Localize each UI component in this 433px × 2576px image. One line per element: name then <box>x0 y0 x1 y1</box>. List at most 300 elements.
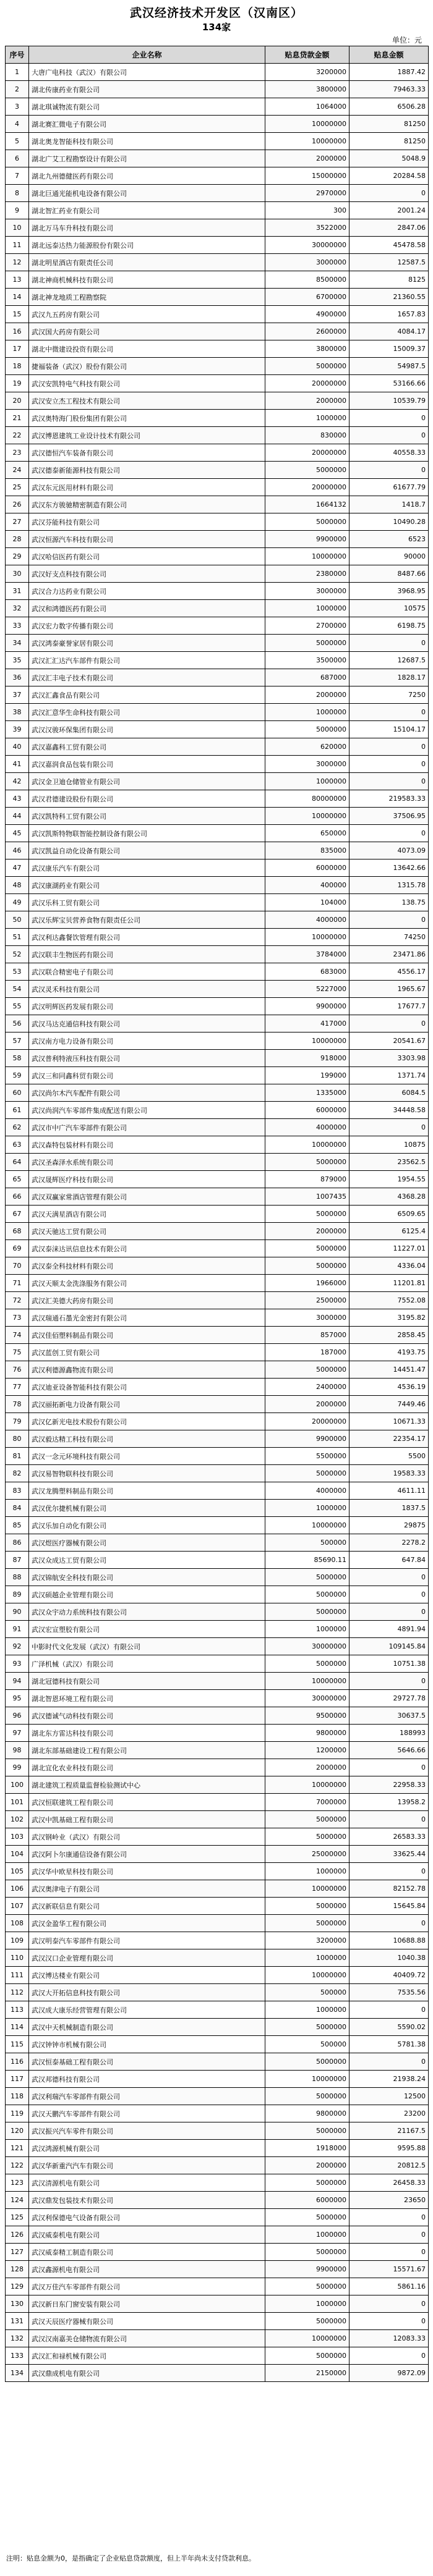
row-index-cell: 107 <box>6 1898 29 1915</box>
table-row <box>6 738 429 756</box>
company-name-cell: 武汉煜医疗器械有限公司 <box>29 1534 265 1552</box>
table-row <box>6 1638 429 1655</box>
table-row <box>6 531 429 548</box>
subsidy-amount-cell: 219583.33 <box>349 790 429 808</box>
row-index-cell: 69 <box>6 1240 29 1257</box>
row-index-cell: 95 <box>6 1690 29 1707</box>
table-row <box>6 410 429 427</box>
loan-amount-cell: 10000000 <box>265 1880 349 1898</box>
subsidy-amount-cell: 22354.17 <box>349 1430 429 1448</box>
loan-amount-cell: 3000000 <box>265 756 349 773</box>
company-name-cell: 武汉众宇动力系统科技有限公司 <box>29 1603 265 1621</box>
loan-amount-cell: 1000000 <box>265 1621 349 1638</box>
loan-amount-cell: 6700000 <box>265 289 349 306</box>
row-index-cell: 116 <box>6 2053 29 2071</box>
row-index-cell: 74 <box>6 1327 29 1344</box>
row-index-cell: 13 <box>6 271 29 289</box>
subsidy-amount-cell: 9872.09 <box>349 2365 429 2382</box>
company-name-cell: 武汉鼎成机电有限公司 <box>29 2365 265 2382</box>
loan-amount-cell: 1007435 <box>265 1188 349 1206</box>
company-name-cell: 武汉天辰医疗器械有限公司 <box>29 2313 265 2330</box>
table-row <box>6 617 429 635</box>
company-name-cell: 湖北明星酒店有限责任公司 <box>29 254 265 271</box>
loan-amount-cell: 5000000 <box>265 1240 349 1257</box>
loan-amount-cell: 5000000 <box>265 513 349 531</box>
loan-amount-cell: 857000 <box>265 1327 349 1344</box>
loan-amount-cell: 4900000 <box>265 306 349 323</box>
loan-amount-cell: 10000000 <box>265 808 349 825</box>
company-name-cell: 武汉恒泰基础工程有限公司 <box>29 2053 265 2071</box>
company-name-cell: 捷福装备（武汉）股份有限公司 <box>29 358 265 375</box>
row-index-cell: 134 <box>6 2365 29 2382</box>
row-index-cell: 112 <box>6 1984 29 2001</box>
row-index-cell: 90 <box>6 1603 29 1621</box>
subsidy-amount-cell: 81250 <box>349 116 429 133</box>
company-name-cell: 武汉毅达精工科技有限公司 <box>29 1430 265 1448</box>
table-row <box>6 981 429 998</box>
loan-amount-cell: 3522000 <box>265 219 349 237</box>
company-name-cell: 武汉丽拓新电力设备有限公司 <box>29 1396 265 1413</box>
company-name-cell: 武汉和鸿德医药有限公司 <box>29 600 265 617</box>
table-row <box>6 1067 429 1084</box>
loan-amount-cell: 2000000 <box>265 2157 349 2174</box>
row-index-cell: 129 <box>6 2278 29 2295</box>
subsidy-amount-cell: 0 <box>349 1863 429 1880</box>
subsidy-amount-cell: 5861.16 <box>349 2278 429 2295</box>
table-row <box>6 1396 429 1413</box>
company-name-cell: 武汉尚润汽车零部件集成配送有限公司 <box>29 1102 265 1119</box>
row-index-cell: 85 <box>6 1517 29 1534</box>
company-name-cell: 湖北九州德健医药有限公司 <box>29 167 265 185</box>
table-row <box>6 254 429 271</box>
table-row <box>6 81 429 98</box>
loan-amount-cell: 20000000 <box>265 444 349 462</box>
table-row <box>6 1586 429 1603</box>
company-name-cell: 武汉森特包装材料有限公司 <box>29 1136 265 1154</box>
loan-amount-cell: 9500000 <box>265 1707 349 1725</box>
subsidy-amount-cell: 1657.83 <box>349 306 429 323</box>
row-index-cell: 48 <box>6 877 29 894</box>
table-row <box>6 686 429 704</box>
row-index-cell: 61 <box>6 1102 29 1119</box>
loan-amount-cell: 5000000 <box>265 1154 349 1171</box>
subsidy-amount-cell: 14451.47 <box>349 1361 429 1379</box>
row-index-cell: 110 <box>6 1949 29 1967</box>
loan-amount-cell: 5000000 <box>265 2313 349 2330</box>
loan-amount-cell: 30000000 <box>265 237 349 254</box>
company-name-cell: 武汉中凯基础工程有限公司 <box>29 1811 265 1828</box>
row-index-cell: 25 <box>6 479 29 496</box>
subsidy-amount-cell: 0 <box>349 911 429 929</box>
subsidy-amount-cell: 90000 <box>349 548 429 565</box>
loan-amount-cell: 417000 <box>265 1015 349 1033</box>
table-row <box>6 1517 429 1534</box>
subsidy-amount-cell: 3303.98 <box>349 1050 429 1067</box>
loan-amount-cell: 9900000 <box>265 1430 349 1448</box>
subsidy-amount-cell: 4611.11 <box>349 1482 429 1500</box>
company-name-cell: 武汉锦航安全科技有限公司 <box>29 1569 265 1586</box>
company-name-cell: 武汉博达楼业有限公司 <box>29 1967 265 1984</box>
table-row <box>6 323 429 340</box>
subsidy-amount-cell: 4084.17 <box>349 323 429 340</box>
subsidy-amount-cell: 188993 <box>349 1725 429 1742</box>
company-name-cell: 武汉东方骏驰精密制造有限公司 <box>29 496 265 513</box>
company-name-cell: 广泽机械（武汉）有限公司 <box>29 1655 265 1673</box>
table-row <box>6 2122 429 2140</box>
subsidy-amount-cell: 6509.65 <box>349 1206 429 1223</box>
subsidy-amount-cell: 109145.84 <box>349 1638 429 1655</box>
row-index-cell: 1 <box>6 64 29 81</box>
company-name-cell: 武汉天顺太金洗涤服务有限公司 <box>29 1275 265 1292</box>
row-index-cell: 53 <box>6 963 29 981</box>
loan-amount-cell: 620000 <box>265 738 349 756</box>
row-index-cell: 2 <box>6 81 29 98</box>
row-index-cell: 57 <box>6 1033 29 1050</box>
company-name-cell: 武汉好支点科技有限公司 <box>29 565 265 583</box>
table-row <box>6 167 429 185</box>
company-name-cell: 武汉天鹏汽车零部件有限公司 <box>29 2105 265 2122</box>
loan-amount-cell: 2000000 <box>265 1223 349 1240</box>
loan-amount-cell: 2500000 <box>265 1292 349 1309</box>
row-index-cell: 37 <box>6 686 29 704</box>
row-index-cell: 97 <box>6 1725 29 1742</box>
company-name-cell: 湖北神龙地质工程勘察院 <box>29 289 265 306</box>
subsidy-amount-cell: 0 <box>349 462 429 479</box>
subsidy-amount-cell: 1954.55 <box>349 1171 429 1188</box>
table-row <box>6 2053 429 2071</box>
company-name-cell: 武汉德恒汽车装备有限公司 <box>29 444 265 462</box>
row-index-cell: 4 <box>6 116 29 133</box>
loan-amount-cell: 5000000 <box>265 2053 349 2071</box>
subsidy-amount-cell: 4073.09 <box>349 842 429 859</box>
loan-amount-cell: 683000 <box>265 963 349 981</box>
company-name-cell: 武汉九五药房有限公司 <box>29 306 265 323</box>
loan-amount-cell: 20000000 <box>265 479 349 496</box>
loan-amount-cell: 5000000 <box>265 2347 349 2365</box>
table-row <box>6 1811 429 1828</box>
table-row <box>6 1292 429 1309</box>
loan-amount-cell: 1000000 <box>265 2295 349 2313</box>
table-row <box>6 1569 429 1586</box>
table-row <box>6 1915 429 1932</box>
subsidy-amount-cell: 0 <box>349 185 429 202</box>
loan-amount-cell: 10000000 <box>265 1673 349 1690</box>
company-name-cell: 武汉凯益自动化设备有限公司 <box>29 842 265 859</box>
company-name-cell: 武汉众成达工贸有限公司 <box>29 1552 265 1569</box>
row-index-cell: 47 <box>6 859 29 877</box>
table-row <box>6 2261 429 2278</box>
table-row <box>6 1188 429 1206</box>
row-index-cell: 65 <box>6 1171 29 1188</box>
table-row <box>6 358 429 375</box>
loan-amount-cell: 10000000 <box>265 548 349 565</box>
subsidy-amount-cell: 5781.38 <box>349 2036 429 2053</box>
company-name-cell: 武汉康湖药业有限公司 <box>29 877 265 894</box>
table-row <box>6 998 429 1015</box>
table-row <box>6 2140 429 2157</box>
row-index-cell: 108 <box>6 1915 29 1932</box>
row-index-cell: 23 <box>6 444 29 462</box>
company-name-cell: 武汉威泰机电有限公司 <box>29 2226 265 2244</box>
subsidy-amount-cell: 4536.19 <box>349 1379 429 1396</box>
loan-amount-cell: 5000000 <box>265 1828 349 1846</box>
row-index-cell: 87 <box>6 1552 29 1569</box>
table-row <box>6 911 429 929</box>
row-index-cell: 98 <box>6 1742 29 1759</box>
row-index-cell: 102 <box>6 1811 29 1828</box>
table-row <box>6 1725 429 1742</box>
company-name-cell: 武汉清源机电有限公司 <box>29 2174 265 2192</box>
company-name-cell: 武汉汇美德大药房有限公司 <box>29 1292 265 1309</box>
table-row <box>6 1448 429 1465</box>
row-index-cell: 45 <box>6 825 29 842</box>
table-row <box>6 859 429 877</box>
company-name-cell: 武汉利德源鑫物流有限公司 <box>29 1361 265 1379</box>
table-row <box>6 2105 429 2122</box>
row-index-cell: 123 <box>6 2174 29 2192</box>
company-name-cell: 武汉奥津电子有限公司 <box>29 1880 265 1898</box>
subsidy-amount-cell: 4193.75 <box>349 1344 429 1361</box>
company-name-cell: 武汉南方电力设备有限公司 <box>29 1033 265 1050</box>
subsidy-amount-cell: 26583.33 <box>349 1828 429 1846</box>
table-row <box>6 1050 429 1067</box>
subsidy-amount-cell: 7552.08 <box>349 1292 429 1309</box>
company-name-cell: 武汉鸿泰豪誉家居有限公司 <box>29 635 265 652</box>
table-row <box>6 444 429 462</box>
loan-amount-cell: 5000000 <box>265 2209 349 2226</box>
row-index-cell: 109 <box>6 1932 29 1949</box>
company-name-cell: 武汉明泰汽车零部件有限公司 <box>29 1932 265 1949</box>
row-index-cell: 71 <box>6 1275 29 1292</box>
row-index-cell: 125 <box>6 2209 29 2226</box>
company-name-cell: 武汉中天机械制造有限公司 <box>29 2019 265 2036</box>
table-row <box>6 2226 429 2244</box>
loan-amount-cell: 2000000 <box>265 392 349 410</box>
loan-amount-cell: 5000000 <box>265 635 349 652</box>
subsidy-amount-cell: 3195.82 <box>349 1309 429 1327</box>
subsidy-amount-cell: 12687.5 <box>349 652 429 669</box>
table-row <box>6 2347 429 2365</box>
row-index-cell: 133 <box>6 2347 29 2365</box>
table-row <box>6 565 429 583</box>
table-row <box>6 185 429 202</box>
row-index-cell: 46 <box>6 842 29 859</box>
company-name-cell: 武汉康乐汽车有限公司 <box>29 859 265 877</box>
table-row <box>6 600 429 617</box>
table-row <box>6 1603 429 1621</box>
loan-amount-cell: 5000000 <box>265 1603 349 1621</box>
row-index-cell: 82 <box>6 1465 29 1482</box>
subsidy-amount-cell: 21938.24 <box>349 2071 429 2088</box>
subsidy-amount-cell: 647.84 <box>349 1552 429 1569</box>
subsidy-amount-cell: 2001.24 <box>349 202 429 219</box>
table-row <box>6 116 429 133</box>
table-row <box>6 202 429 219</box>
table-row <box>6 2001 429 2019</box>
subsidy-amount-cell: 0 <box>349 1603 429 1621</box>
table-row <box>6 1015 429 1033</box>
loan-amount-cell: 3800000 <box>265 340 349 358</box>
row-index-cell: 128 <box>6 2261 29 2278</box>
subsidy-amount-cell: 23200 <box>349 2105 429 2122</box>
table-row <box>6 1500 429 1517</box>
row-index-cell: 126 <box>6 2226 29 2244</box>
subsidy-amount-cell: 5500 <box>349 1448 429 1465</box>
loan-amount-cell: 2150000 <box>265 2365 349 2382</box>
company-name-cell: 武汉易智物联科技有限公司 <box>29 1465 265 1482</box>
row-index-cell: 99 <box>6 1759 29 1776</box>
table-row <box>6 1240 429 1257</box>
company-name-cell: 武汉芬能科技有限公司 <box>29 513 265 531</box>
company-name-cell: 湖北建筑工程质量监督检验测试中心 <box>29 1776 265 1794</box>
loan-amount-cell: 650000 <box>265 825 349 842</box>
subsidy-amount-cell: 0 <box>349 2347 429 2365</box>
company-name-cell: 武汉利保德电气设备有限公司 <box>29 2209 265 2226</box>
loan-amount-cell: 80000000 <box>265 790 349 808</box>
company-name-cell: 大唐广电科技（武汉）有限公司 <box>29 64 265 81</box>
table-row <box>6 375 429 392</box>
company-name-cell: 武汉宏力数字传播有限公司 <box>29 617 265 635</box>
subsidy-amount-cell: 79463.33 <box>349 81 429 98</box>
subsidy-amount-cell: 10688.88 <box>349 1932 429 1949</box>
table-row <box>6 1776 429 1794</box>
subsidy-amount-cell: 34448.58 <box>349 1102 429 1119</box>
company-name-cell: 武汉晟辉医疗科技有限公司 <box>29 1171 265 1188</box>
company-name-cell: 武汉汇意华生命科技有限公司 <box>29 704 265 721</box>
company-name-cell: 湖北赛汇微电子有限公司 <box>29 116 265 133</box>
subsidy-amount-cell: 23471.86 <box>349 946 429 963</box>
subsidy-amount-cell: 19583.33 <box>349 1465 429 1482</box>
row-index-cell: 5 <box>6 133 29 150</box>
loan-amount-cell: 30000000 <box>265 1638 349 1655</box>
subsidy-amount-cell: 61677.79 <box>349 479 429 496</box>
subsidy-amount-cell: 0 <box>349 2295 429 2313</box>
row-index-cell: 78 <box>6 1396 29 1413</box>
loan-amount-cell: 4000000 <box>265 1119 349 1136</box>
subsidy-amount-cell: 12587.5 <box>349 254 429 271</box>
document-subtitle: 134家 <box>202 22 231 33</box>
table-row <box>6 479 429 496</box>
company-name-cell: 武汉恒源汽车科技有限公司 <box>29 531 265 548</box>
subsidy-amount-cell: 1418.7 <box>349 496 429 513</box>
company-name-cell: 武汉华中欧星科技有限公司 <box>29 1863 265 1880</box>
row-index-cell: 132 <box>6 2330 29 2347</box>
row-index-cell: 93 <box>6 1655 29 1673</box>
loan-amount-cell: 1000000 <box>265 410 349 427</box>
table-row <box>6 496 429 513</box>
row-index-cell: 26 <box>6 496 29 513</box>
subsidy-amount-cell: 5590.02 <box>349 2019 429 2036</box>
row-index-cell: 62 <box>6 1119 29 1136</box>
row-index-cell: 94 <box>6 1673 29 1690</box>
row-index-cell: 124 <box>6 2192 29 2209</box>
table-row <box>6 1828 429 1846</box>
loan-amount-cell: 1000000 <box>265 773 349 790</box>
company-name-cell: 武汉乐辉宝贝营养食物有限责任公司 <box>29 911 265 929</box>
subsidy-amount-cell: 6084.5 <box>349 1084 429 1102</box>
row-index-cell: 83 <box>6 1482 29 1500</box>
subsidy-amount-cell: 0 <box>349 1015 429 1033</box>
company-name-cell: 武汉天驰达工贸有限公司 <box>29 1223 265 1240</box>
loan-amount-cell: 10000000 <box>265 1967 349 1984</box>
row-index-cell: 32 <box>6 600 29 617</box>
subsidy-amount-cell: 10490.28 <box>349 513 429 531</box>
loan-amount-cell: 5000000 <box>265 1465 349 1482</box>
row-index-cell: 131 <box>6 2313 29 2330</box>
table-row <box>6 652 429 669</box>
row-index-cell: 14 <box>6 289 29 306</box>
subsidy-amount-cell: 4336.04 <box>349 1257 429 1275</box>
loan-amount-cell: 918000 <box>265 1050 349 1067</box>
company-name-cell: 武汉博恩建筑工业设计技术有限公司 <box>29 427 265 444</box>
company-name-cell: 武汉泰全科技材料有限公司 <box>29 1257 265 1275</box>
row-index-cell: 70 <box>6 1257 29 1275</box>
table-row <box>6 790 429 808</box>
row-index-cell: 19 <box>6 375 29 392</box>
company-name-cell: 湖北智汇药业有限公司 <box>29 202 265 219</box>
company-name-cell: 武汉一念元环境科技有限公司 <box>29 1448 265 1465</box>
loan-amount-cell: 400000 <box>265 877 349 894</box>
company-name-cell: 武汉汇汇达汽车部件有限公司 <box>29 652 265 669</box>
loan-amount-cell: 1000000 <box>265 600 349 617</box>
loan-amount-cell: 1000000 <box>265 1863 349 1880</box>
loan-amount-cell: 5000000 <box>265 1655 349 1673</box>
subsidy-amount-cell: 8487.66 <box>349 565 429 583</box>
row-index-cell: 55 <box>6 998 29 1015</box>
loan-amount-cell: 10000000 <box>265 1776 349 1794</box>
row-index-cell: 75 <box>6 1344 29 1361</box>
table-row <box>6 1742 429 1759</box>
table-row <box>6 1984 429 2001</box>
loan-amount-cell: 8500000 <box>265 271 349 289</box>
company-name-cell: 武汉天满星酒店有限公司 <box>29 1206 265 1223</box>
company-name-cell: 武汉尚尔木汽车配件有限公司 <box>29 1084 265 1102</box>
subsidy-amount-cell: 0 <box>349 704 429 721</box>
company-name-cell: 武汉钟钟市机械有限公司 <box>29 2036 265 2053</box>
company-name-cell: 湖北传康药业有限公司 <box>29 81 265 98</box>
company-name-cell: 武汉华新重汽汽车有限公司 <box>29 2157 265 2174</box>
row-index-cell: 63 <box>6 1136 29 1154</box>
subsidy-amount-cell: 1315.78 <box>349 877 429 894</box>
row-index-cell: 72 <box>6 1292 29 1309</box>
subsidy-amount-cell: 0 <box>349 427 429 444</box>
row-index-cell: 66 <box>6 1188 29 1206</box>
company-name-cell: 湖北冠德科技有限公司 <box>29 1673 265 1690</box>
company-name-cell: 武汉国大药房有限公司 <box>29 323 265 340</box>
company-name-cell: 武汉圣森泽水系统有限公司 <box>29 1154 265 1171</box>
row-index-cell: 20 <box>6 392 29 410</box>
loan-amount-cell: 1000000 <box>265 1500 349 1517</box>
row-index-cell: 89 <box>6 1586 29 1603</box>
company-name-cell: 武汉合力达药业有限公司 <box>29 583 265 600</box>
table-row <box>6 1033 429 1050</box>
loan-amount-cell: 20000000 <box>265 375 349 392</box>
table-body <box>6 64 429 2382</box>
company-name-cell: 武汉德泰新能源科技有限公司 <box>29 462 265 479</box>
row-index-cell: 24 <box>6 462 29 479</box>
row-index-cell: 31 <box>6 583 29 600</box>
loan-amount-cell: 25000000 <box>265 1846 349 1863</box>
subsidy-amount-cell: 6198.75 <box>349 617 429 635</box>
loan-amount-cell: 5000000 <box>265 1569 349 1586</box>
row-index-cell: 22 <box>6 427 29 444</box>
subsidy-amount-cell: 20284.58 <box>349 167 429 185</box>
loan-amount-cell: 2700000 <box>265 617 349 635</box>
subsidy-amount-cell: 40409.72 <box>349 1967 429 1984</box>
loan-amount-cell: 3800000 <box>265 81 349 98</box>
loan-amount-cell: 5000000 <box>265 462 349 479</box>
company-name-cell: 武汉佳佰塑料制品有限公司 <box>29 1327 265 1344</box>
